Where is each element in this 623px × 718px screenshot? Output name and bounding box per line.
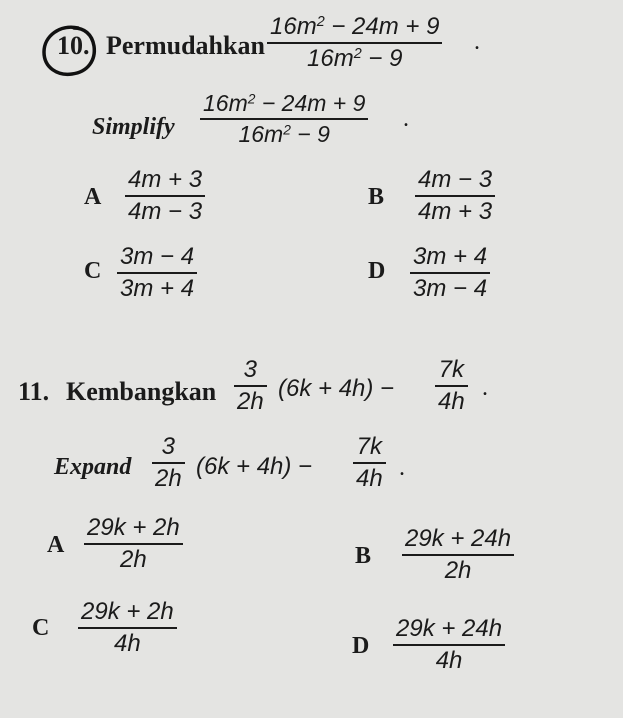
option-b-letter[interactable]: B (368, 184, 385, 210)
fraction-denominator: 2h (120, 546, 147, 573)
option-d-letter[interactable]: D (352, 633, 370, 659)
question-11-fraction-2 (435, 358, 468, 414)
option-b-fraction[interactable] (402, 527, 514, 583)
fraction-numerator: 3 (243, 356, 258, 383)
fraction-numerator: 29k + 2h (81, 598, 174, 625)
option-a-fraction[interactable] (84, 516, 183, 572)
fraction-denominator: 2h (155, 465, 182, 492)
option-c-letter[interactable]: C (84, 258, 102, 284)
fraction-numerator: 4m + 3 (128, 166, 203, 193)
fraction-numerator: 7k (438, 356, 465, 383)
fraction-denominator: 4m − 3 (128, 198, 203, 225)
option-d-fraction[interactable] (410, 245, 490, 301)
option-a-fraction[interactable] (125, 168, 205, 224)
question-11-fraction-1 (234, 358, 267, 414)
question-10-malay-label: Permudahkan (106, 31, 265, 60)
fraction-numerator: 29k + 24h (405, 525, 512, 552)
question-11-english-fraction-1 (152, 435, 185, 491)
fraction-numerator: $16m^2 - 24m + 9$ (270, 13, 440, 40)
question-11-number: 11. (18, 377, 50, 406)
fraction-numerator: 29k + 2h (87, 514, 180, 541)
question-10-number: 10. (57, 31, 90, 60)
fraction-denominator: 4h (435, 647, 463, 674)
fraction-denominator: 4h (438, 388, 465, 415)
question-11-malay-label: Kembangkan (66, 377, 217, 406)
option-b-letter[interactable]: B (355, 543, 372, 569)
fraction-denominator: 2h (444, 557, 472, 584)
fraction-denominator: 4m + 3 (418, 198, 493, 225)
fraction-numerator: 29k + 24h (396, 615, 503, 642)
option-a-letter[interactable]: A (47, 532, 65, 558)
question-11-expression-middle: (6k + 4h) − (278, 375, 395, 402)
fraction-numerator: 3m − 4 (120, 243, 195, 270)
option-d-fraction[interactable] (393, 617, 505, 673)
question-10-main-fraction (267, 15, 442, 71)
option-c-letter[interactable]: C (32, 615, 50, 641)
option-b-fraction[interactable] (415, 168, 495, 224)
question-10-english-fraction (200, 92, 368, 146)
fraction-denominator: 3m + 4 (120, 275, 195, 302)
period: . (474, 29, 480, 55)
fraction-numerator: 3 (161, 433, 176, 460)
fraction-denominator: 4h (114, 630, 141, 657)
fraction-numerator: $16m^2 - 24m + 9$ (203, 90, 366, 116)
option-c-fraction[interactable] (117, 245, 197, 301)
option-c-fraction[interactable] (78, 600, 177, 656)
fraction-numerator: 3m + 4 (413, 243, 488, 270)
option-a-letter[interactable]: A (84, 184, 102, 210)
period: . (403, 106, 409, 132)
option-d-letter[interactable]: D (368, 258, 386, 284)
question-10-english-label: Simplify (92, 114, 175, 140)
fraction-numerator: 4m − 3 (418, 166, 493, 193)
fraction-denominator: 2h (237, 388, 264, 415)
fraction-denominator: $16m^2 - 9$ (238, 121, 330, 147)
fraction-denominator: 3m − 4 (413, 275, 488, 302)
question-11-english-expression-middle: (6k + 4h) − (196, 453, 313, 480)
question-11-english-fraction-2 (353, 435, 386, 491)
period: . (399, 455, 405, 481)
fraction-denominator: $16m^2 - 9$ (307, 45, 403, 72)
question-11-english-label: Expand (54, 454, 132, 480)
fraction-numerator: 7k (356, 433, 383, 460)
period: . (482, 375, 488, 401)
fraction-denominator: 4h (356, 465, 383, 492)
